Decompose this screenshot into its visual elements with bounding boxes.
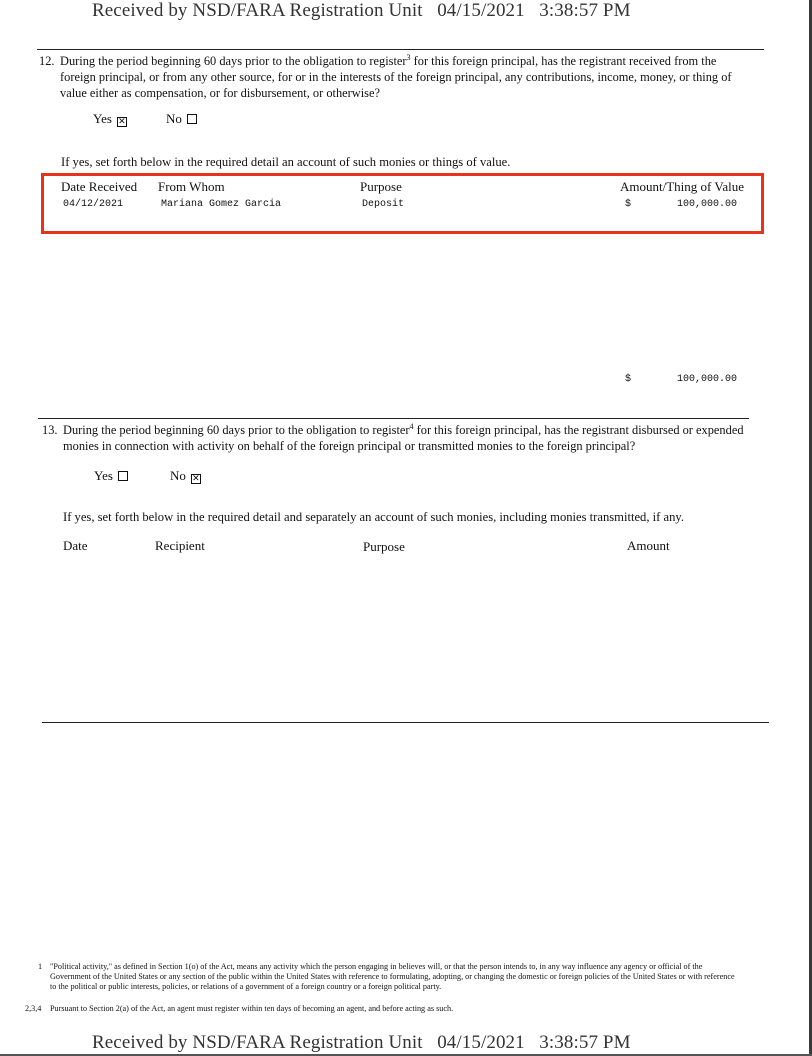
q12-yes-label: Yes — [93, 111, 112, 126]
footer-received-stamp: Received by NSD/FARA Registration Unit 04/15/2021 3:38:57 PM — [92, 1032, 631, 1053]
footnote-2-text: Pursuant to Section 2(a) of the Act, an agent must register within ten days of becoming an agent, and before acting as such. — [50, 1004, 454, 1013]
question-12-text: During the period beginning 60 days prior to the obligation to register$^3$ for this foreign principal, has the registrant received from the foreign principal, or from any other source, for or in the interests of the foreign principal, any contributions, income, money, or thing of value either as compensation, or for disbursement, or otherwise? — [60, 52, 732, 100]
footnote-1-text: "Political activity," as defined in Section 1(o) of the Act, means any activity which the person engaging in believes will, or that the person intends to, in any way influence any agency or official of the Government of the United States or any section of the public within the United States with reference to formulating, adopting, or changing the domestic or foreign policies of the United States or with reference to the political or public interests, policies, or relations of a government of a foreign country or a foreign political party. — [50, 962, 735, 991]
footnote-ref-4: 4 — [409, 421, 414, 431]
q13-header-amount: Amount — [627, 538, 670, 553]
q12-no-checkbox[interactable] — [187, 114, 197, 124]
section-13-divider — [38, 418, 749, 419]
q12-no-option[interactable] — [166, 111, 197, 127]
question-13 — [42, 422, 750, 454]
q13-header-date: Date — [63, 538, 88, 553]
question-13-text: During the period beginning 60 days prior to the obligation to register$^4$ for this foreign principal, has the registrant disbursed or expended monies in connection with activity on behalf of the foreign principal or transmitted monies to the foreign principal? — [63, 421, 744, 453]
q12-instruction: If yes, set forth below in the required detail an account of such monies or things of value. — [61, 155, 511, 169]
question-12 — [39, 53, 755, 101]
footnote-ref-3: 3 — [406, 52, 411, 62]
q12-header-from-whom: From Whom — [158, 179, 225, 194]
q13-header-purpose: Purpose — [363, 539, 405, 554]
q12-row-currency: $ — [625, 199, 632, 210]
q12-total-currency: $ — [625, 374, 632, 385]
q13-no-label: No — [170, 468, 186, 483]
footnote-2-marker: 2,3,4 — [25, 1004, 42, 1013]
q12-header-amount: Amount/Thing of Value — [620, 179, 744, 194]
q12-header-date-received: Date Received — [61, 179, 138, 194]
q12-yes-option[interactable] — [93, 111, 127, 127]
q13-no-option[interactable] — [170, 468, 201, 484]
q13-yes-label: Yes — [94, 468, 113, 483]
q12-row-from: Mariana Gomez Garcia — [161, 199, 282, 210]
header-received-stamp: Received by NSD/FARA Registration Unit 04/15/2021 3:38:57 PM — [92, 0, 631, 21]
section-12-divider — [37, 49, 764, 50]
section-13-bottom-divider — [42, 722, 769, 723]
q13-yes-option[interactable] — [94, 468, 128, 484]
question-13-number: 13. — [42, 423, 58, 437]
q12-no-label: No — [166, 111, 182, 126]
q13-no-checkbox[interactable]: ✕ — [192, 474, 200, 484]
q12-row-amount: 100,000.00 — [677, 199, 738, 210]
question-12-number: 12. — [39, 54, 55, 68]
q13-yes-checkbox[interactable] — [118, 471, 128, 481]
q12-total-amount: 100,000.00 — [677, 374, 738, 385]
footnote-1-marker: 1 — [38, 962, 43, 971]
q12-yes-checkbox[interactable]: ✕ — [118, 117, 126, 127]
q13-header-recipient: Recipient — [155, 538, 205, 553]
q12-row-purpose: Deposit — [362, 199, 405, 210]
q13-instruction: If yes, set forth below in the required detail and separately an account of such monies, including monies transmitted, if any. — [63, 510, 684, 524]
q12-header-purpose: Purpose — [360, 179, 402, 194]
q12-row-date: 04/12/2021 — [63, 199, 124, 210]
